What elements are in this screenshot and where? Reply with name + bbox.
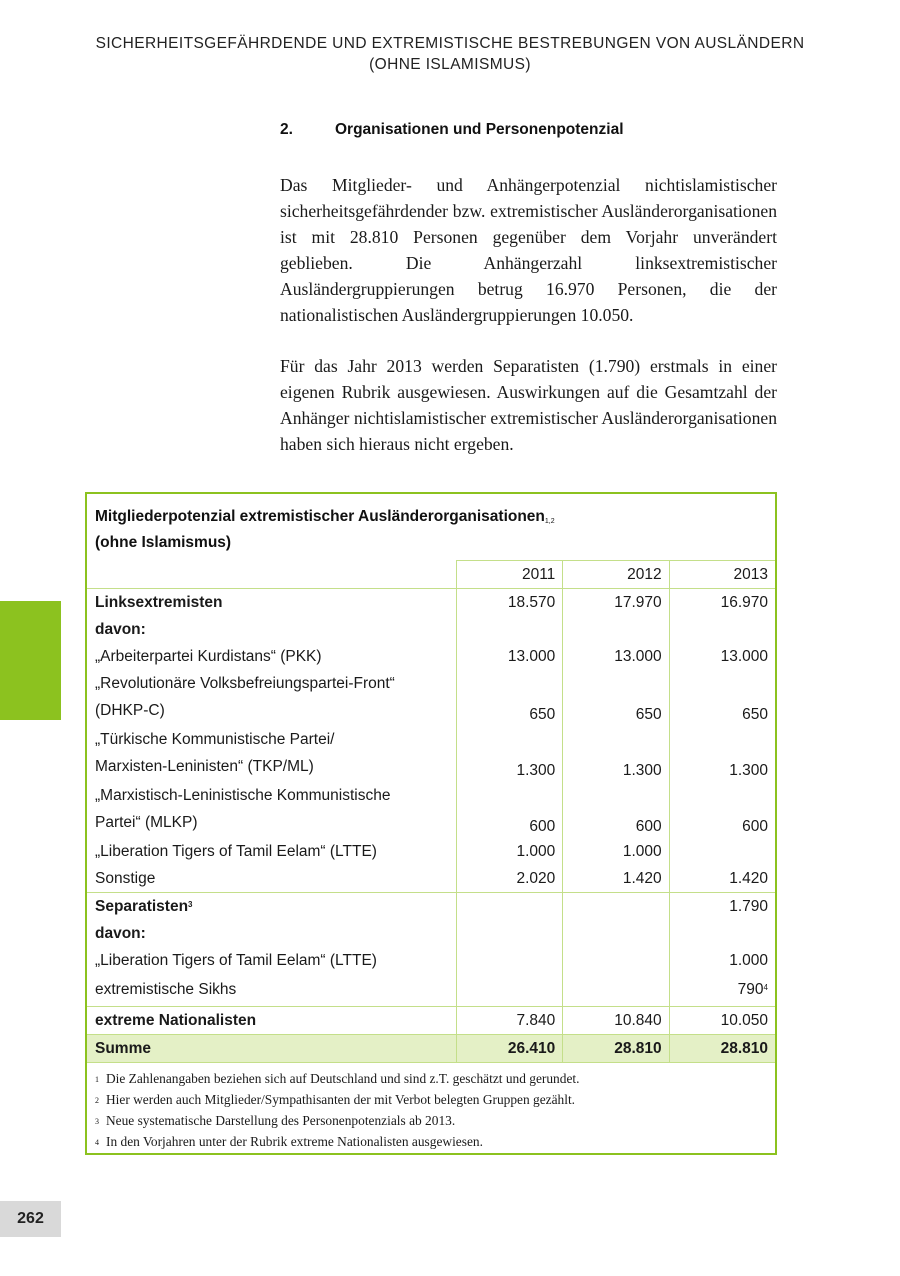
footnote-mark: 2	[95, 1096, 99, 1105]
row-label-line1: „Marxistisch-Leninistische Kommunistische	[95, 787, 391, 804]
row-label: Sonstige	[95, 869, 156, 887]
cell-value: 1.420	[669, 865, 775, 893]
year-header: 2012	[563, 561, 669, 589]
row-label-line2: Marxisten-Leninisten“ (TKP/ML)	[95, 758, 314, 775]
table-title-line2: (ohne Islamismus)	[95, 534, 232, 551]
cell-value: 16.970	[669, 589, 775, 617]
cell-value: 1.300	[563, 726, 669, 782]
row-label: „Liberation Tigers of Tamil Eelam“ (LTTE)	[95, 951, 377, 969]
page-number: 262	[0, 1201, 61, 1237]
footnote-text: Neue systematische Darstellung des Personenpotenzials ab 2013.	[106, 1113, 456, 1128]
cell-value: 1.300	[456, 726, 562, 782]
cell-value	[456, 947, 562, 974]
cell-value: 600	[456, 782, 562, 838]
footnote-text: Hier werden auch Mitglieder/Sympathisanten der mit Verbot belegten Gruppen gezählt.	[106, 1092, 576, 1107]
cell-value: 26.410	[456, 1035, 562, 1063]
cell-value: 18.570	[456, 589, 562, 617]
section-title: Organisationen und Personenpotenzial	[335, 121, 624, 138]
cell-value: 1.000	[456, 838, 562, 865]
body-paragraph-2: Für das Jahr 2013 werden Separatisten (1.790) erstmals in einer eigenen Rubrik ausgewiesen. Auswirkungen auf die Gesamtzahl der Anhänger nichtislamistischer extremistischer Ausländerorganisationen haben sich hieraus nicht ergeben.	[280, 356, 777, 454]
cell-value: 7.840	[456, 1007, 562, 1035]
cell-value: 600	[669, 782, 775, 838]
footnote	[95, 1089, 765, 1110]
cell-value	[669, 974, 775, 1007]
footnote-mark: 3	[95, 1117, 99, 1126]
cell-value: 10.840	[563, 1007, 669, 1035]
cell-value	[563, 974, 669, 1007]
table-title	[95, 504, 555, 556]
row-label-line1: „Revolutionäre Volksbefreiungspartei-Front“	[95, 675, 395, 692]
section-heading	[280, 121, 780, 139]
cell-value: 28.810	[563, 1035, 669, 1063]
cell-value	[669, 838, 775, 865]
cell-value	[456, 974, 562, 1007]
table-row	[87, 589, 775, 617]
statistics-table	[87, 560, 775, 1063]
table-row	[87, 947, 775, 974]
row-label	[87, 782, 456, 838]
row-label: „Liberation Tigers of Tamil Eelam“ (LTTE)	[95, 842, 377, 860]
running-header-line2: (OHNE ISLAMISMUS)	[369, 56, 531, 73]
table-row	[87, 782, 775, 838]
statistics-table-box	[85, 492, 777, 1155]
row-label: davon:	[95, 620, 146, 638]
table-row	[87, 865, 775, 893]
table-footnotes	[95, 1068, 765, 1152]
cell-value: 2.020	[456, 865, 562, 893]
table-row	[87, 974, 775, 1007]
year-header: 2013	[669, 561, 775, 589]
cell-value: 10.050	[669, 1007, 775, 1035]
cell-value	[563, 947, 669, 974]
cell-value-text: 790	[737, 981, 764, 998]
row-label-line1: „Türkische Kommunistische Partei/	[95, 731, 335, 748]
cell-value: 650	[669, 670, 775, 726]
cell-value: 13.000	[669, 643, 775, 670]
cell-value: 1.790	[669, 893, 775, 921]
table-row	[87, 893, 775, 921]
cell-value: 13.000	[563, 643, 669, 670]
cell-value: 650	[563, 670, 669, 726]
footnote	[95, 1110, 765, 1131]
table-row	[87, 1007, 775, 1035]
table-header-row	[87, 561, 775, 589]
footnote-text: In den Vorjahren unter der Rubrik extreme Nationalisten ausgewiesen.	[106, 1134, 483, 1149]
running-header-line1: SICHERHEITSGEFÄHRDENDE UND EXTREMISTISCHE BESTREBUNGEN VON AUSLÄNDERN	[95, 35, 805, 52]
row-label: „Arbeiterpartei Kurdistans“ (PKK)	[95, 647, 322, 665]
row-label-line2: Partei“ (MLKP)	[95, 814, 198, 831]
table-title-line1: Mitgliederpotenzial extremistischer Ausländerorganisationen	[95, 508, 545, 525]
table-row	[87, 726, 775, 782]
row-label	[87, 670, 456, 726]
chapter-side-tab	[0, 601, 61, 720]
table-row	[87, 920, 775, 947]
row-label: extremistische Sikhs	[95, 981, 237, 998]
table-row	[87, 838, 775, 865]
footnote	[95, 1131, 765, 1152]
table-row	[87, 643, 775, 670]
cell-value: 28.810	[669, 1035, 775, 1063]
running-header	[0, 33, 900, 75]
row-label: Summe	[87, 1035, 456, 1063]
row-label	[87, 726, 456, 782]
cell-value: 600	[563, 782, 669, 838]
footnote-ref: 4	[763, 983, 768, 992]
footnote-ref: 3	[188, 899, 193, 909]
cell-value: 1.000	[669, 947, 775, 974]
cell-value: 17.970	[563, 589, 669, 617]
cell-value: 13.000	[456, 643, 562, 670]
cell-value: 1.300	[669, 726, 775, 782]
footnote-mark: 4	[95, 1138, 99, 1147]
cell-value: 650	[456, 670, 562, 726]
cell-value: 1.420	[563, 865, 669, 893]
table-row	[87, 616, 775, 643]
cell-value	[456, 893, 562, 921]
row-label: davon:	[95, 924, 146, 942]
row-label: extreme Nationalisten	[87, 1007, 456, 1035]
row-label	[87, 893, 456, 921]
table-title-footnote-ref: 1,2	[544, 518, 555, 525]
year-header: 2011	[456, 561, 562, 589]
row-label: Linksextremisten	[95, 593, 223, 611]
body-paragraph-1: Das Mitglieder- und Anhängerpotenzial nichtislamistischer sicherheitsgefährdender bzw. extremistischer Ausländerorganisationen ist mit 28.810 Personen gegenüber dem Vorjahr unverändert geblieben. Die Anhängerzahl linksextremistischer Ausländergruppierungen betrug 16.970 Personen, die der nationalistischen Ausländergruppierungen 10.050.	[280, 175, 777, 325]
row-label-text: Separatisten	[95, 897, 189, 915]
row-label-line2: (DHKP-C)	[95, 702, 165, 719]
sum-row	[87, 1035, 775, 1063]
footnote-mark: 1	[95, 1075, 99, 1084]
table-row	[87, 670, 775, 726]
cell-value	[563, 893, 669, 921]
footnote	[95, 1068, 765, 1089]
cell-value: 1.000	[563, 838, 669, 865]
footnote-text: Die Zahlenangaben beziehen sich auf Deutschland und sind z.T. geschätzt und gerundet.	[106, 1071, 580, 1086]
section-number: 2.	[280, 121, 293, 138]
